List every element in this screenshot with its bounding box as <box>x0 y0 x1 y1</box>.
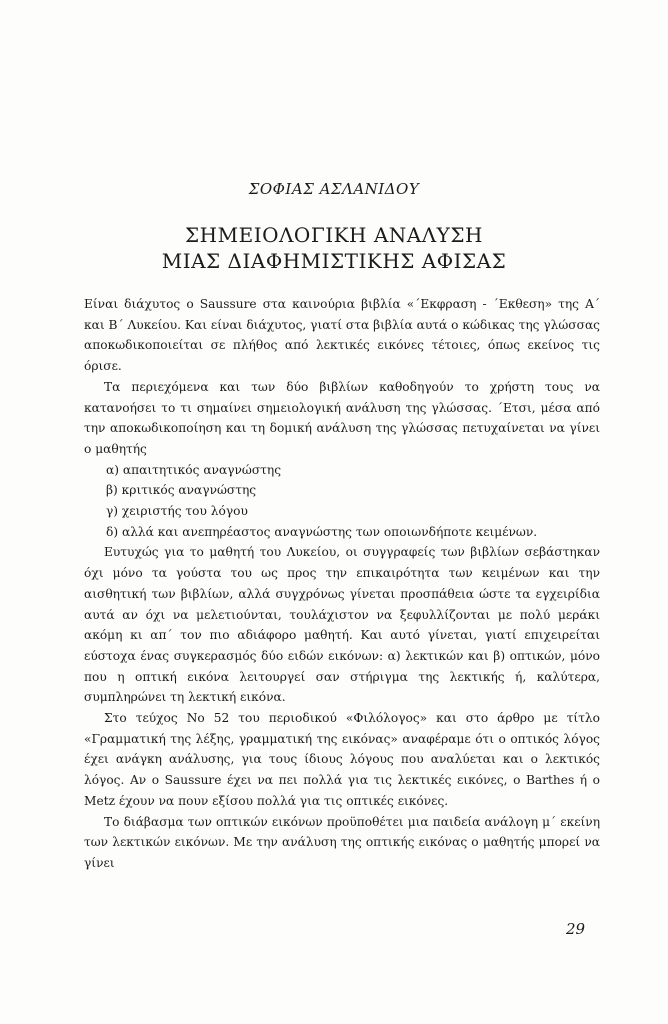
paragraph-4: Στο τεύχος Νο 52 του περιοδικού «Φιλόλογος» και στο άρθρο με τίτλο «Γραμματική της λέξης, γραμματική της εικόνας» αναφέραμε ότι ο οπτικός λόγος έχει ανάγκη ανάλυσης, για τους ίδιους λόγους που αναλύεται και ο λεκτικός λόγος. Αν ο Saussure έχει να πει πολλά για τις λεκτικές εικόνες, ο Barthes ή ο Metz έχουν να πουν εξίσου πολλά για τις οπτικές εικόνες. <box>84 711 600 808</box>
article-title <box>0 222 668 274</box>
list-item: δ) αλλά και ανεπηρέαστος αναγνώστης των οποιωνδήποτε κειμένων. <box>106 524 538 539</box>
title-line-2: ΜΙΑΣ ΔΙΑΦΗΜΙΣΤΙΚΗΣ ΑΦΙΣΑΣ <box>161 249 507 273</box>
paragraph-2: Τα περιεχόμενα και των δύο βιβλίων καθοδηγούν το χρήστη τους να κατανοήσει το τι σημαίνει σημειολογική ανάλυση της γλώσσας. ΄Ετσι, μέσα από την αποκωδικοποίηση και τη δομική ανάλυση της γλώσσας πετυχαίνεται να γίνει ο μαθητής <box>84 379 600 456</box>
article-body <box>84 294 600 874</box>
paragraph-5: Το διάβασμα των οπτικών εικόνων προϋποθέτει μια παιδεία ανάλογη μ΄ εκείνη των λεκτικών εικόνων. Με την ανάλυση της οπτικής εικόνας ο μαθητής μπορεί να γίνει <box>84 814 600 870</box>
list-item: β) κριτικός αναγνώστης <box>106 483 257 498</box>
qualities-list <box>84 460 600 543</box>
author-name: ΣΟΦΙΑΣ ΑΣΛΑΝΙΔΟΥ <box>248 180 420 198</box>
paragraph-1: Είναι διάχυτος ο Saussure στα καινούρια βιβλία «΄Εκφραση - ΄Εκθεση» της Α΄ και Β΄ Λυκείου. Και είναι διάχυτος, γιατί στα βιβλία αυτά ο κώδικας της γλώσσας αποκωδικοποιείται σε πλήθος από λεκτικές εικόνες τέτοιες, όπως εκείνος τις όρισε. <box>84 297 600 374</box>
paragraph-3: Ευτυχώς για το μαθητή του Λυκείου, οι συγγραφείς των βιβλίων σεβάστηκαν όχι μόνο τα γούστα του ως προς την επικαιρότητα των κειμένων και την αισθητική των βιβλίων, αλλά συγχρόνως γίνεται προσπάθεια ώστε τα εγχειρίδια αυτά αν όχι να μελετιούνται, τουλάχιστον να ξεφυλλίζονται με πολύ μεράκι ακόμη κι απ΄ τον πιο αδιάφορο μαθητή. Και αυτό γίνεται, γιατί επιχειρείται εύστοχα ένας συγκερασμός δύο ειδών εικόνων: α) λεκτικών και β) οπτικών, μόνο που η οπτική εικόνα λειτουργεί σαν στήριγμα της λεκτικής ή, καλύτερα, συμπληρώνει τη λεκτική εικόνα. <box>84 545 600 705</box>
title-line-1: ΣΗΜΕΙΟΛΟΓΙΚΗ ΑΝΑΛΥΣΗ <box>185 223 483 247</box>
list-item: γ) χειριστής του λόγου <box>106 504 248 519</box>
page-number: 29 <box>566 920 586 938</box>
list-item: α) απαιτητικός αναγνώστης <box>106 462 282 477</box>
